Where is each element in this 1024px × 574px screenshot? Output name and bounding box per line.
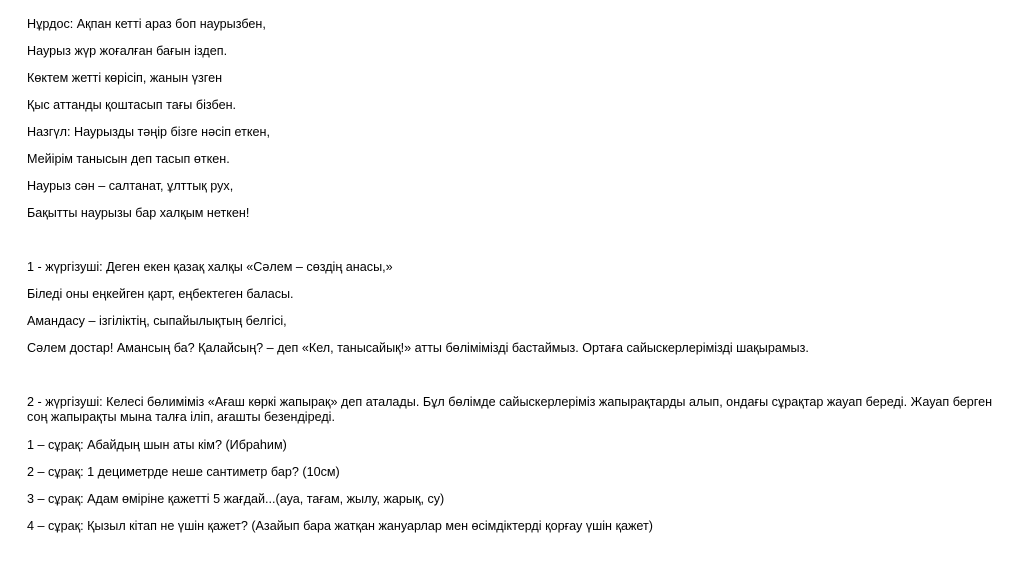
poem-line: Наурыз сән – салтанат, ұлттық рух,: [27, 179, 234, 193]
section2-block: [27, 395, 1002, 534]
poem-line: Бақытты наурызы бар халқым неткен!: [27, 206, 250, 220]
intro-block: [27, 260, 1002, 356]
intro-line: Амандасу – ізгіліктің, сыпайылықтың белгісі,: [27, 314, 287, 328]
intro-line: 1 - жүргізуші: Деген екен қазақ халқы «Сәлем – сөздің анасы,»: [27, 260, 393, 274]
poem-line: Наурыз жүр жоғалған бағын іздеп.: [27, 44, 228, 58]
intro-line: Сәлем достар! Амансың ба? Қалайсың? – деп «Кел, танысайық!» атты бөлімімізді бастаймыз. Ортаға сайыскерлерімізді шақырамыз.: [27, 341, 809, 355]
question-line: 1 – сұрақ: Абайдың шын аты кім? (Ибраһим): [27, 438, 287, 452]
poem-line: Қыс аттанды қоштасып тағы бізбен.: [27, 98, 237, 112]
question-line: 2 – сұрақ: 1 дециметрде неше сантиметр бар? (10см): [27, 465, 340, 479]
paragraph-gap: [27, 368, 1002, 395]
poem-line: Көктем жетті көрісіп, жанын үзген: [27, 71, 223, 85]
poem-line: Мейірім танысын деп тасып өткен.: [27, 152, 230, 166]
poem-line: Нұрдос: Ақпан кетті араз боп наурызбен,: [27, 17, 266, 31]
question-line: 3 – сұрақ: Адам өміріне қажетті 5 жағдай...(ауа, тағам, жылу, жарық, су): [27, 492, 445, 506]
slide-text-block: [27, 17, 1002, 546]
question-line: 4 – сұрақ: Қызыл кітап не үшін қажет? (Азайып бара жатқан жануарлар мен өсімдіктерді қорғау үшін қажет): [27, 519, 653, 533]
intro-line: Біледі оны еңкейген қарт, еңбектеген баласы.: [27, 287, 294, 301]
poem-block: [27, 17, 1002, 221]
paragraph-gap: [27, 233, 1002, 260]
poem-line: Назгүл: Наурызды тәңір бізге нәсіп еткен,: [27, 125, 271, 139]
section2-paragraph: 2 - жүргізуші: Келесі бөлиміміз «Ағаш көркі жапырақ» деп аталады. Бұл бөлімде сайыскерлеріміз жапырақтарды алып, ондағы сұрақтар жауап береді. Жауап берген соң жапырақты мына талға іліп, ағашты безендіреді.: [27, 395, 993, 424]
